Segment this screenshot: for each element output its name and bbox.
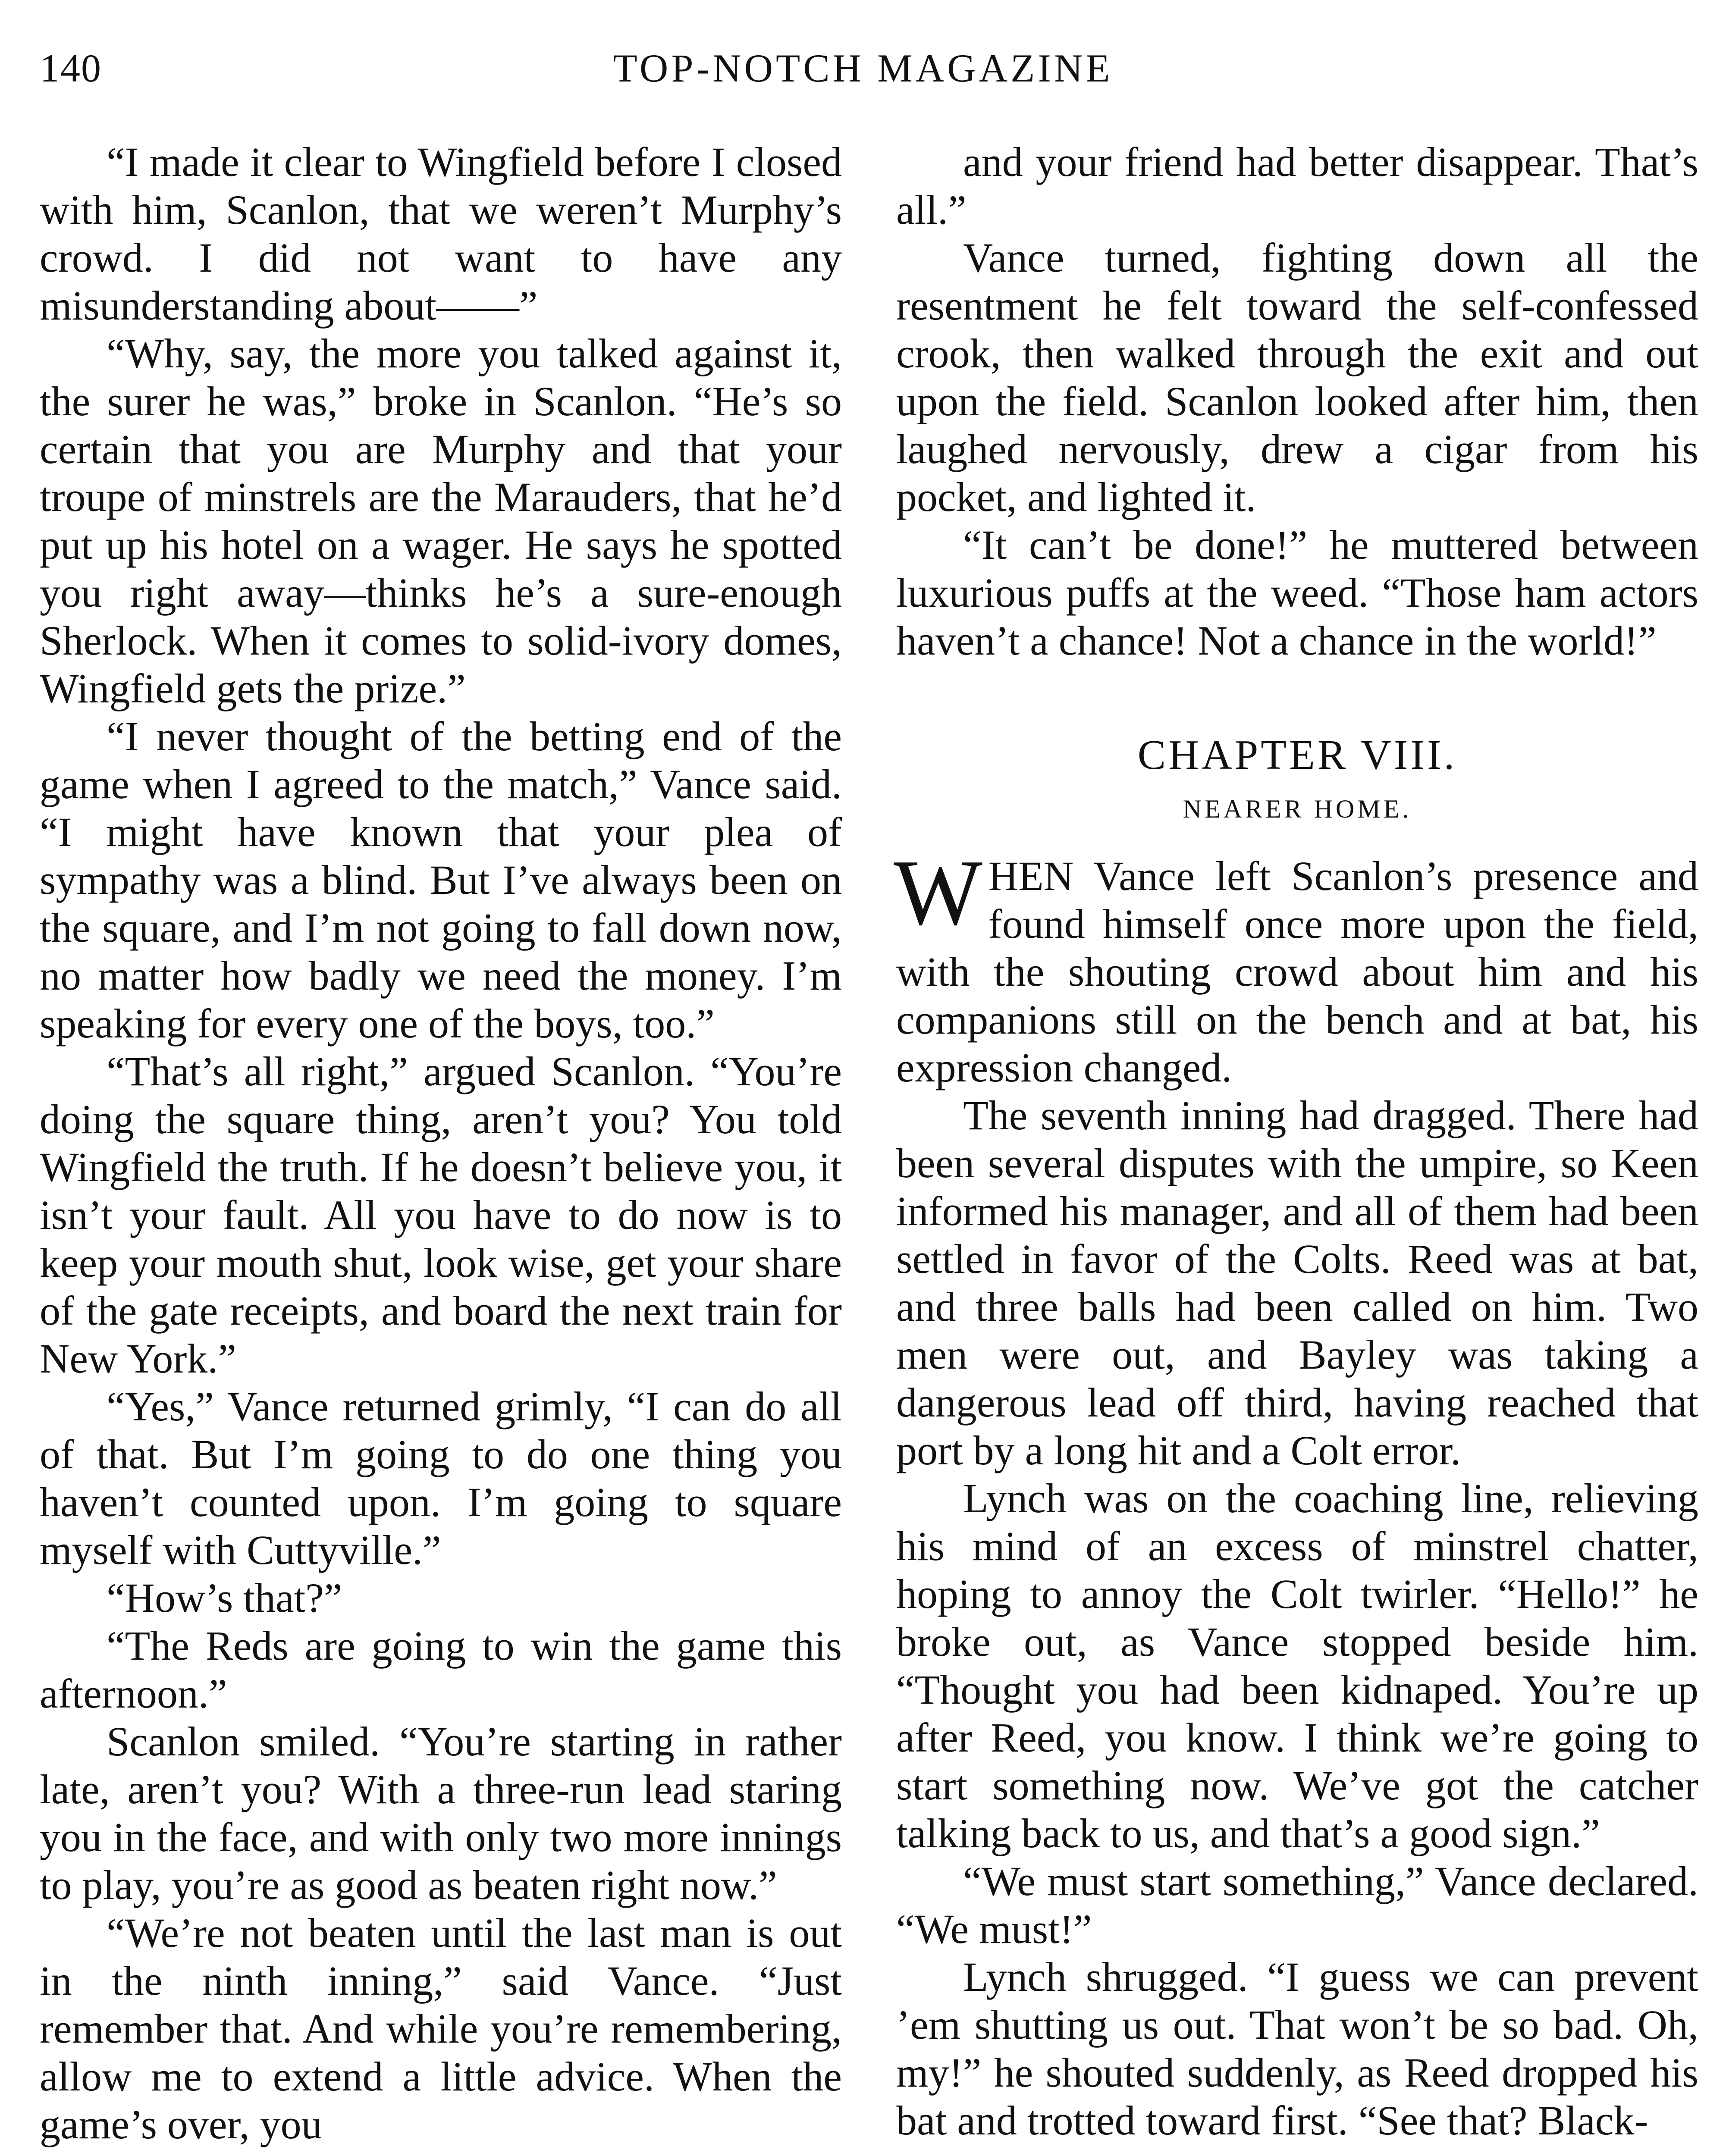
paragraph: “I made it clear to Wingfield before I closed with him, Scanlon, that we weren’t Murphy’s crowd. I did not want to have any misunderstanding about——” (40, 139, 842, 329)
left-text-column (40, 138, 842, 2148)
chapter-title: CHAPTER VIII. (1137, 732, 1457, 778)
paragraph: “That’s all right,” argued Scanlon. “You’re doing the square thing, aren’t you? You told Wingfield the truth. If he doesn’t believe you, it isn’t your fault. All you have to do now is to keep your mouth shut, look wise, get your share of the gate receipts, and board the next train for New York.” (40, 1048, 842, 1382)
paragraph: Lynch shrugged. “I guess we can prevent ’em shutting us out. That won’t be so bad. Oh, my!” he shouted suddenly, as Reed dropped his bat and trotted toward first. “See that? Black- (896, 1954, 1698, 2143)
running-head-title: TOP-NOTCH MAGAZINE (613, 46, 1113, 90)
page-number: 140 (40, 46, 102, 90)
chapter-opening-paragraph (894, 841, 1698, 1091)
opening-text: HEN Vance left Scanlon’s presence and found himself once more upon the field, with the shouting crowd about him and his companions still on the bench and at bat, his expression changed. (896, 853, 1698, 1091)
paragraph: “The Reds are going to win the game this afternoon.” (40, 1623, 842, 1717)
paragraph: The seventh inning had dragged. There had been several disputes with the umpire, so Keen informed his manager, and all of them had been settled in favor of the Colts. Reed was at bat, and three balls had been called on him. Two men were out, and Bayley was taking a dangerous lead off third, having reached that port by a long hit and a Colt error. (896, 1092, 1698, 1473)
paragraph: “How’s that?” (107, 1575, 342, 1621)
paragraph: “I never thought of the betting end of the game when I agreed to the match,” Vance said. “I might have known that your plea of sympathy was a blind. But I’ve always been on the square, and I’m not going to fall down now, no matter how badly we need the money. I’m speaking for every one of the boys, too.” (40, 713, 842, 1047)
paragraph: “We must start something,” Vance declared. “We must!” (896, 1858, 1698, 1952)
paragraph: “Why, say, the more you talked against it, the surer he was,” broke in Scanlon. “He’s so certain that you are Murphy and that your troupe of minstrels are the Marauders, that he’d put up his hotel on a wager. He says he spotted you right away—thinks he’s a sure-enough Sherlock. When it comes to solid-ivory domes, Wingfield gets the prize.” (40, 330, 842, 711)
chapter-heading (896, 729, 1698, 828)
paragraph: “Yes,” Vance returned grimly, “I can do all of that. But I’m going to do one thing you haven’t counted upon. I’m going to square myself with Cuttyville.” (40, 1383, 842, 1573)
right-text-column (896, 138, 1698, 2144)
paragraph: “It can’t be done!” he muttered between luxurious puffs at the weed. “Those ham actors haven’t a chance! Not a chance in the world!” (896, 522, 1698, 664)
paragraph: and your friend had better disappear. That’s all.” (896, 139, 1698, 233)
chapter-subtitle: NEARER HOME. (1183, 795, 1412, 823)
paragraph: “We’re not beaten until the last man is out in the ninth inning,” said Vance. “Just remember that. And while you’re remembering, allow me to extend a little advice. When the game’s over, you (40, 1910, 842, 2147)
paragraph: Scanlon smiled. “You’re starting in rather late, aren’t you? With a three-run lead staring you in the face, and with only two more innings to play, you’re as good as beaten right now.” (40, 1718, 842, 1908)
drop-cap: W (894, 841, 982, 945)
paragraph: Lynch was on the coaching line, relieving his mind of an excess of minstrel chatter, hoping to annoy the Colt twirler. “Hello!” he broke out, as Vance stopped beside him. “Thought you had been kidnaped. You’re up after Reed, you know. I think we’re going to start something now. We’ve got the catcher talking back to us, and that’s a good sign.” (896, 1475, 1698, 1856)
paragraph: Vance turned, fighting down all the resentment he felt toward the self-confessed crook, then walked through the exit and out upon the field. Scanlon looked after him, then laughed nervously, drew a cigar from his pocket, and lighted it. (896, 235, 1698, 520)
